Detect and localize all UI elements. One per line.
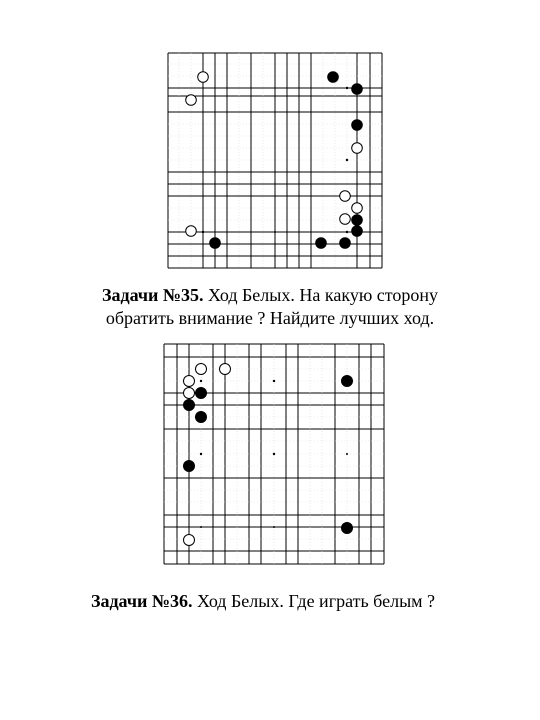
problem-35-title: Задачи №35. [101, 285, 204, 305]
black-stone [184, 461, 195, 472]
star-point [273, 380, 275, 382]
black-stone [342, 376, 353, 387]
problem-36-caption [0, 590, 526, 613]
go-board-problem-35 [163, 50, 388, 270]
white-stone [340, 214, 351, 225]
go-board-problem-36 [160, 340, 388, 568]
white-stone [352, 203, 363, 214]
white-stone [186, 226, 197, 237]
problem-35-caption [0, 284, 540, 330]
black-stone [340, 238, 351, 249]
white-stone [198, 72, 209, 83]
star-point [346, 87, 348, 89]
star-point [274, 231, 276, 233]
black-stone [196, 388, 207, 399]
problem-36-title: Задачи №36. [90, 591, 193, 611]
white-stone [220, 364, 231, 375]
white-stone [184, 535, 195, 546]
star-point [346, 231, 348, 233]
black-stone [352, 120, 363, 131]
black-stone [210, 238, 221, 249]
problem-36-text: Ход Белых. Где играть белым ? [196, 591, 436, 611]
white-stone [196, 364, 207, 375]
star-point [346, 159, 348, 161]
star-point [200, 453, 202, 455]
star-point [346, 453, 348, 455]
white-stone [186, 95, 197, 106]
board-grid [168, 53, 382, 268]
problem-35-text-line2: обратить внимание ? Найдите лучших ход. [105, 308, 435, 328]
problem-35-text-line1: Ход Белых. На какую сторону [207, 285, 439, 305]
star-point [202, 231, 204, 233]
black-stone [196, 412, 207, 423]
star-point [200, 526, 202, 528]
black-stone [352, 215, 363, 226]
white-stone [184, 388, 195, 399]
white-stone [184, 376, 195, 387]
black-stone [316, 238, 327, 249]
black-stone [342, 523, 353, 534]
star-point [273, 526, 275, 528]
black-stone [184, 400, 195, 411]
white-stone [352, 143, 363, 154]
white-stone [340, 191, 351, 202]
black-stone [328, 72, 339, 83]
star-point [200, 380, 202, 382]
star-point [273, 453, 275, 455]
black-stone [352, 226, 363, 237]
black-stone [352, 84, 363, 95]
